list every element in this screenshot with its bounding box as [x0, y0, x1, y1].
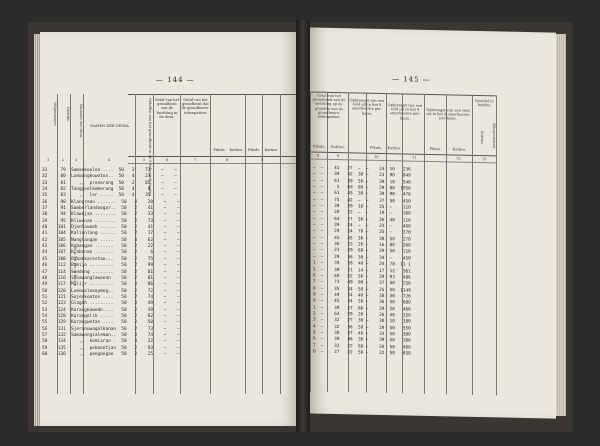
- table-row: 54 128 Karangolik ..... 50 2 82 — —: [42, 313, 180, 319]
- right-table-body: [313, 166, 411, 358]
- header-pikols: Pikols.: [213, 148, 226, 152]
- table-row: 53 124 Karangkawedn.... 50 2 39 — —: [42, 307, 180, 313]
- right-page-number: — 145 —: [392, 75, 431, 84]
- header-pikols: Pikols.: [247, 148, 261, 152]
- table-row: 6 — 40 52 50 — 29 93 486: [313, 273, 411, 281]
- table-row: 58 134 ,, komlaran . 50 4 22 — —: [42, 339, 180, 345]
- table-row: 32 80 Loewangkowoton.. 50 4 23 — —: [42, 174, 177, 180]
- header-getallen: Getallen van het grondbezit in de 9 bebouwde landen.: [148, 98, 152, 197]
- table-row: 37 91 Samberlandoogar.. 50 2 41 — —: [42, 206, 180, 212]
- table-row: 8 — 27 22 50 — 22 50 650: [313, 349, 411, 357]
- table-row: 47 114 Sandong ........ 50 2 81 — —: [42, 269, 180, 275]
- table-row: 8 — 35 34 50 — 25 50 1149: [313, 286, 411, 294]
- table-row: — — 23 20 60 — 29 50 116: [313, 247, 411, 256]
- table-row: 5 — 38 37 40 — 33 50 380: [313, 330, 411, 338]
- table-row: 45 108 Babakkarestan... 50 2 75 — —: [42, 256, 180, 262]
- table-row: 9 — 49 34 40 — 38 30 726: [313, 292, 411, 300]
- table-row: — — 29 36 30 — 34 — 450: [313, 254, 411, 262]
- table-row: — — 5 60 80 — 29 80 1050: [313, 184, 411, 192]
- header-katties: Katties.: [229, 148, 244, 152]
- table-row: — — 64 27 50 — 26 40 110: [313, 216, 411, 224]
- header-grondheere: Getal van het grondbezit dat de grondheere-tekenpatten.: [181, 98, 210, 115]
- table-row: 36 90 Klangrean ....... 50 4 20 — —: [42, 199, 180, 205]
- col-divider: [280, 94, 281, 394]
- table-row: 41 104 Kalionlang ...... 50 2 17 — —: [42, 231, 180, 237]
- table-row: 5 — 39 21 14 — 17 12 361: [313, 267, 411, 275]
- col-number: 8: [317, 153, 320, 158]
- table-row: 50 120 Loeowaloeaymng.. 50 2 72 — —: [42, 288, 180, 294]
- table-row: — — 61 45 30 — 39 90 476: [313, 190, 411, 198]
- book-spine: [296, 20, 310, 432]
- table-row: 6 — 39 46 30 — 39 50 380: [313, 336, 411, 344]
- table-row: — — 36 22 20 — 16 80 260: [313, 241, 411, 249]
- table-row: — — 61 39 50 — 39 10 540: [313, 178, 411, 186]
- header-opbrengst: Opbrengst van een veld uit in het 9 amerkeerne per-baon.: [387, 103, 423, 121]
- table-row: 4 — 32 36 50 — 29 50 550: [313, 324, 411, 332]
- table-row: 49 117 Malijr ......... 50 4 86 — —: [42, 282, 180, 288]
- table-row: 34 82 Tanggoelkemerang 50 4 8 — —: [42, 187, 177, 193]
- header-kilogrammen: Kilogrammen.: [492, 123, 496, 150]
- header-katties: Katties.: [331, 144, 345, 150]
- table-row: — — 29 24 70 — 25 — 270: [313, 228, 411, 237]
- table-row: 35 83 ,, ler...... 50 4 35 — —: [42, 193, 177, 199]
- table-row: 48 116 Soeawanglawanan 50 2 81 — —: [42, 275, 180, 281]
- col-number: 12: [456, 156, 461, 161]
- header-opbrengst: Opbrengst van een veld uit in het 9 amerkeerne per-baon.: [426, 107, 470, 121]
- col-number: 7: [194, 158, 197, 162]
- table-row: 55 129 Karangwetan .... 50 2 50 — —: [42, 320, 180, 326]
- col-number: 10: [374, 154, 379, 159]
- col-divider: [446, 94, 447, 394]
- district-side-label: Kalijoekoe: [73, 247, 78, 289]
- col-divider: [180, 94, 181, 394]
- table-row: 40 101 Djonlowoeh ...... 50 2 41 — —: [42, 225, 180, 231]
- col-divider: [210, 94, 211, 394]
- table-row: 39 95 Kliwonan ........ 50 2 73 — —: [42, 218, 180, 224]
- table-row: — — 39 24 — — 23 — 460: [313, 222, 411, 230]
- header-volgnummer: Volgnummer.: [53, 102, 57, 126]
- col-number: 4: [108, 158, 111, 162]
- table-row: 44 107 Krabonan ....... 50 2 6 — —: [42, 250, 180, 256]
- table-row: 1 — 39 27 60 — 29 20 460: [313, 305, 411, 313]
- header-namen: NAMEN DER DESSA.: [90, 124, 130, 128]
- table-row: 46 112 Bamijo ......... 50 2 99 — —: [42, 263, 180, 269]
- col-number: 6: [166, 158, 169, 162]
- header-bottom-rule: [128, 156, 302, 157]
- header-nummer: Nummer der desa.: [79, 104, 83, 139]
- table-row: 59 135 ,, pokoontjan 50 2 93 — —: [42, 345, 180, 351]
- table-row: 51 121 Sojenkooton .... 50 2 74 — —: [42, 294, 180, 300]
- table-row: 57 132 Samawongialeman.. 50 3 74 — —: [42, 332, 180, 338]
- table-row: 60 136 ,, pongangan 50 2 25 — —: [42, 351, 180, 357]
- table-row: 42 105 Nanglangan ..... 50 4 62 — —: [42, 237, 180, 243]
- col-divider: [245, 94, 246, 394]
- header-pikols: Pikols.: [369, 145, 383, 150]
- table-row: — — 39 42 30 — 23 90 849: [313, 171, 411, 179]
- left-table-body: [42, 168, 179, 358]
- header-pikols: Pikols.: [429, 146, 442, 152]
- table-row: 52 123 Glagah ......... 50 3 49 — —: [42, 301, 180, 307]
- table-row: 56 131 Sjeranuwagalkanan 50 2 73 — —: [42, 326, 180, 332]
- table-row: 7 — 33 22 60 — 20 50 400: [313, 343, 411, 351]
- table-row: — — 20 22 — — 19 — 100: [313, 209, 411, 217]
- col-number: 11: [412, 155, 417, 160]
- col-number: 2: [62, 158, 65, 162]
- header-katties: Katties.: [452, 147, 467, 152]
- header-grondbezit-gronden: Getal van het grondbezit van de bezitting op de gronden van de grondheere-tekenpatten.: [312, 93, 346, 120]
- col-number: 3: [75, 158, 78, 162]
- header-voordel: Voordel in katties.: [475, 98, 494, 108]
- table-row: — — 41 27 — — 24 10 236: [313, 165, 411, 173]
- header-katties: Katties.: [387, 146, 402, 151]
- table-row: 31 79 Samankoolon .... 50 2 73 — —: [42, 168, 177, 173]
- col-number: 9: [337, 154, 340, 159]
- table-row: 1 — 39 28 40 — 24 78 11 1: [313, 260, 411, 268]
- col-divider: [496, 95, 497, 395]
- header-katties-vertical: Katties.: [480, 131, 484, 146]
- col-number: 13: [482, 157, 487, 162]
- table-row: 43 106 Kabangan ....... 50 2 22 — —: [42, 244, 180, 250]
- header-katties: Katties.: [264, 148, 279, 152]
- header-pikols: Pikols.: [312, 144, 326, 149]
- colnum-rule: [128, 163, 302, 164]
- table-row: — — 39 20 10 — 25 — 110: [313, 203, 411, 211]
- table-row: — — 75 42 — — 37 50 450: [313, 197, 411, 205]
- table-row: 33 81 ,, pronorong 50 2 85 — —: [42, 180, 177, 186]
- header-top-rule: [128, 94, 302, 95]
- header-grondbezit: Getal van het grondbezit van de bezitting in de desa.: [154, 98, 180, 119]
- left-page: [40, 32, 302, 426]
- table-row: 38 94 Klawajan ........ 50 2 33 — —: [42, 212, 180, 218]
- table-row: 3 — 32 27 30 — 30 10 380: [313, 317, 411, 325]
- right-page-edges: [556, 34, 566, 416]
- left-page-number: — 144 —: [156, 76, 195, 84]
- table-row: 0 — 45 34 50 — 36 50 680: [313, 298, 411, 306]
- col-number: 1: [47, 158, 50, 162]
- table-row: 2 — 64 29 20 — 26 40 150: [313, 311, 411, 319]
- colnum-rule: [310, 155, 496, 163]
- right-page: [306, 27, 556, 418]
- header-opbrengst: Opbrengst van een veld uit in het 9 amerkeerne per-baon.: [349, 98, 385, 116]
- col-number: 9: [261, 158, 264, 162]
- col-number: 8: [226, 158, 229, 162]
- table-row: 7 — 73 49 90 — 37 40 256: [313, 279, 411, 287]
- header-distrikt: Distrikt.: [66, 107, 70, 122]
- col-number: 5: [143, 158, 146, 162]
- col-divider: [310, 91, 311, 391]
- col-divider: [424, 94, 425, 394]
- col-divider: [262, 94, 263, 394]
- table-row: — — 45 45 30 — 38 50 270: [313, 235, 411, 243]
